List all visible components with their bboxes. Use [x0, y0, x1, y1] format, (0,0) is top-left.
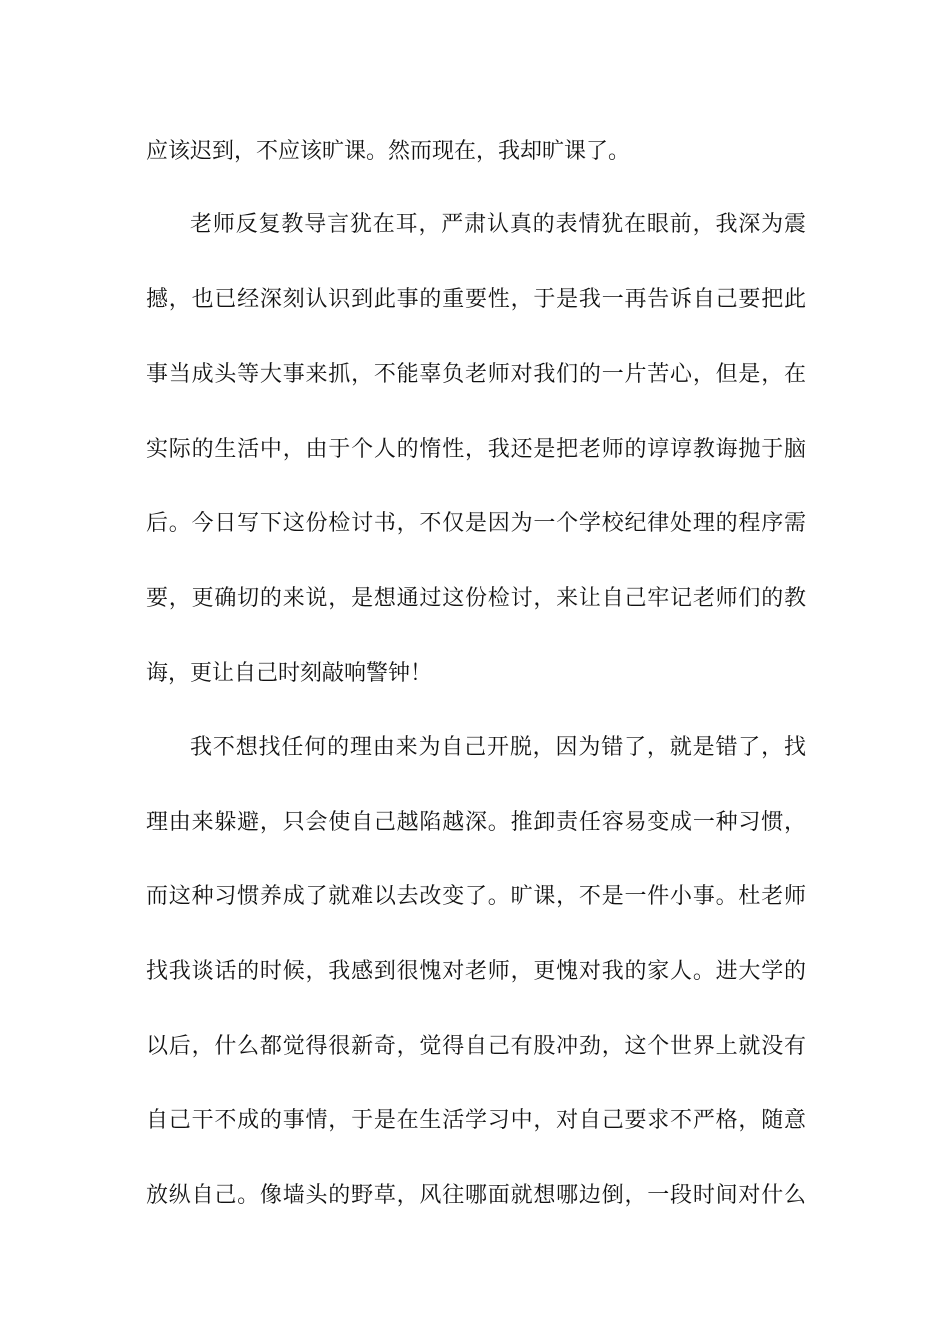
text-line: 老师反复教导言犹在耳，严肃认真的表情犹在眼前，我深为震 — [190, 212, 806, 237]
text-line: 诲，更让自己时刻敲响警钟！ — [146, 661, 433, 686]
text-line: 我不想找任何的理由来为自己开脱，因为错了，就是错了，找 — [190, 735, 806, 760]
text-line: 找我谈话的时候，我感到很愧对老师，更愧对我的家人。进大学的 — [146, 959, 806, 984]
text-line: 后。今日写下这份检讨书，不仅是因为一个学校纪律处理的程序需 — [146, 511, 806, 536]
text-line: 事当成头等大事来抓，不能辜负老师对我们的一片苦心，但是，在 — [146, 362, 806, 387]
text-line: 撼，也已经深刻认识到此事的重要性，于是我一再告诉自己要把此 — [146, 287, 806, 312]
text-line: 放纵自己。像墙头的野草，风往哪面就想哪边倒，一段时间对什么 — [146, 1183, 806, 1208]
text-line: 理由来躲避，只会使自己越陷越深。推卸责任容易变成一种习惯， — [146, 810, 806, 835]
text-line: 自己干不成的事情，于是在生活学习中，对自己要求不严格，随意 — [146, 1108, 806, 1133]
text-line: 要，更确切的来说，是想通过这份检讨，来让自己牢记老师们的教 — [146, 586, 806, 611]
text-line: 实际的生活中，由于个人的惰性，我还是把老师的谆谆教诲抛于脑 — [146, 437, 806, 462]
text-line: 应该迟到，不应该旷课。然而现在，我却旷课了。 — [146, 139, 631, 164]
text-line: 而这种习惯养成了就难以去改变了。旷课，不是一件小事。杜老师 — [146, 884, 806, 909]
text-line: 以后，什么都觉得很新奇，觉得自己有股冲劲，这个世界上就没有 — [146, 1034, 806, 1059]
